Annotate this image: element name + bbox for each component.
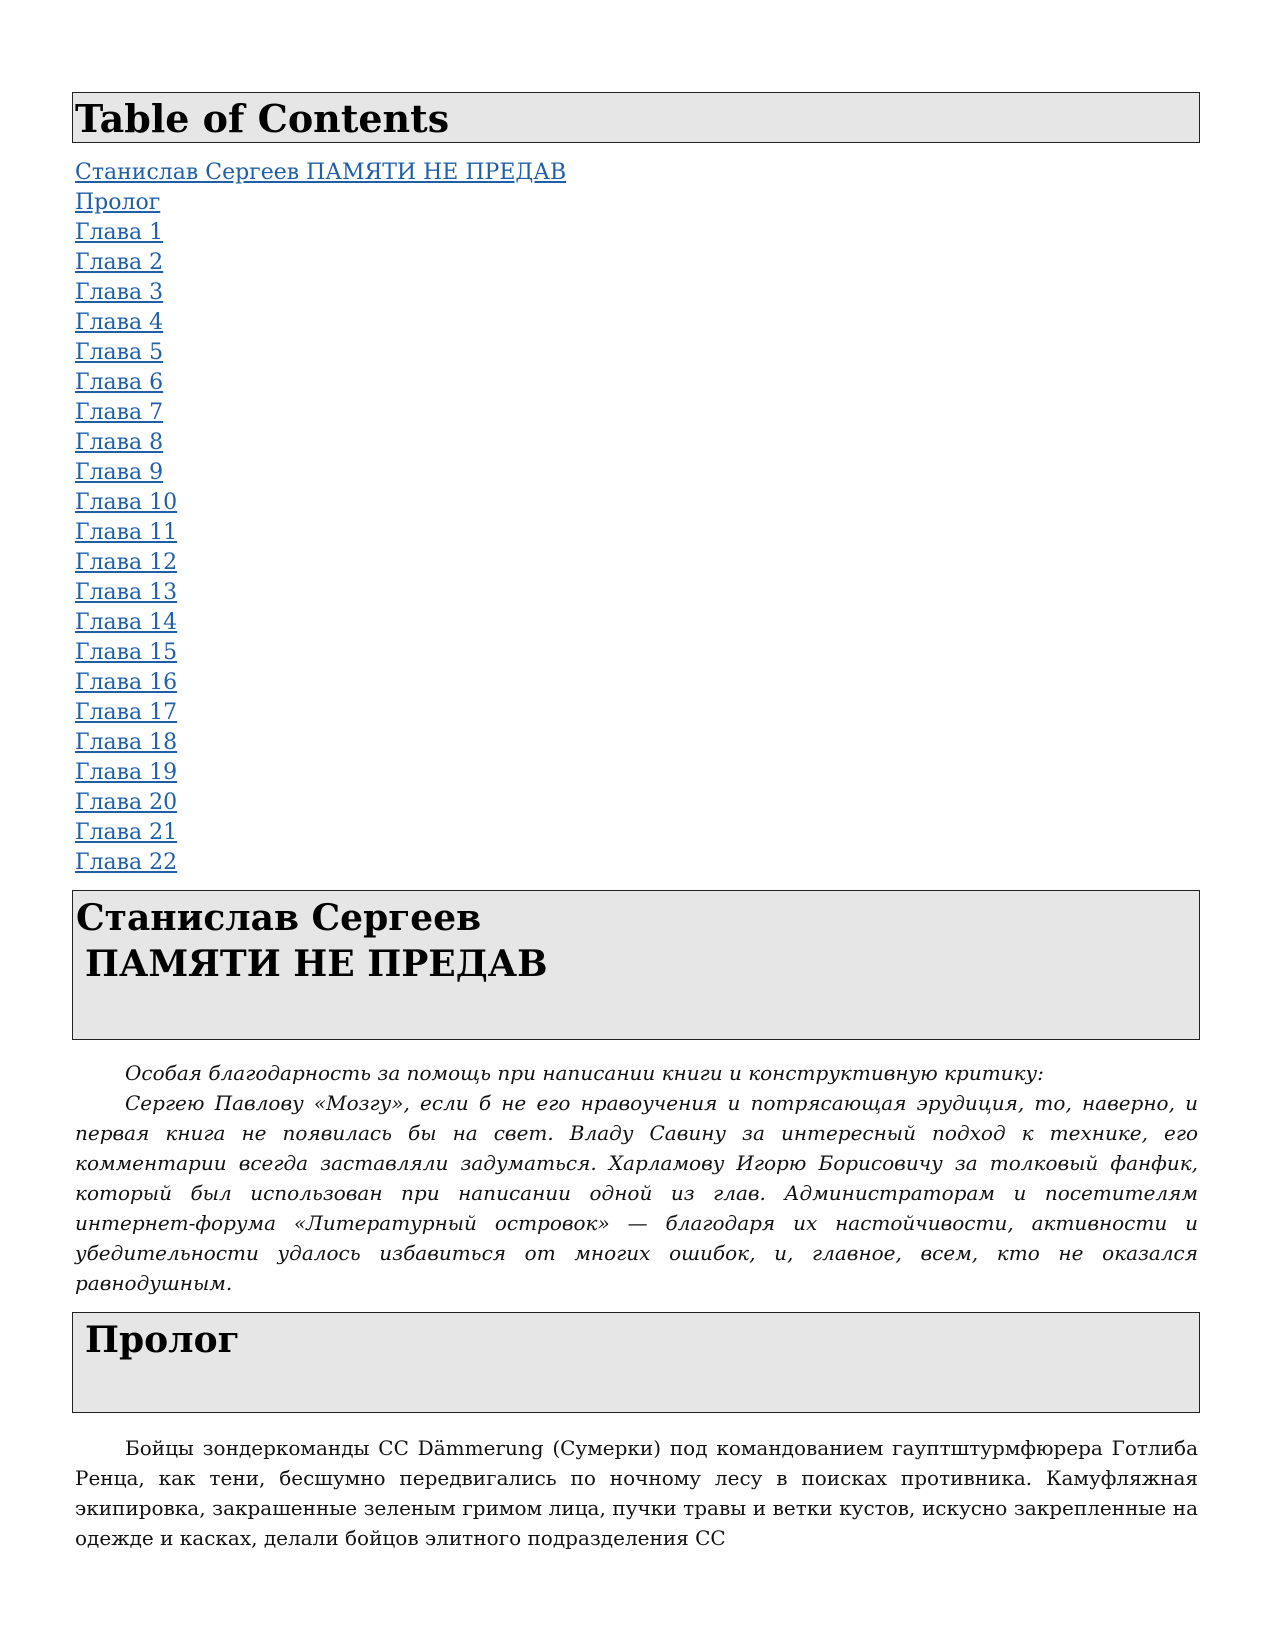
toc-link-chapter-16[interactable]: Глава 16 — [75, 670, 178, 695]
toc-link-chapter-8[interactable]: Глава 8 — [75, 430, 164, 455]
toc-link-chapter-4[interactable]: Глава 4 — [75, 310, 164, 335]
toc-item — [72, 488, 1200, 518]
book-title: ПАМЯТИ НЕ ПРЕДАВ — [85, 943, 548, 985]
toc-link-chapter-2[interactable]: Глава 2 — [75, 250, 164, 275]
toc-link-chapter-5[interactable]: Глава 5 — [75, 340, 164, 365]
toc-link-chapter-15[interactable]: Глава 15 — [75, 640, 178, 665]
toc-link-chapter-6[interactable]: Глава 6 — [75, 370, 164, 395]
toc-link-chapter-14[interactable]: Глава 14 — [75, 610, 178, 635]
toc-item — [72, 758, 1200, 788]
prolog-paragraph: Бойцы зондеркоманды СС Dämmerung (Сумерки) под командованием гауптштурмфюрера Готлиба Ренца, как тени, бесшумно передвигались по ночному лесу в поисках противника. Камуфляжная экипировка, закрашенные зеленым гримом лица, пучки травы и ветки кустов, искусно закрепленные на одежде и касках, делали бойцов элитного подразделения СС — [75, 1436, 1198, 1550]
book-title-heading — [72, 890, 1200, 1040]
toc-item — [72, 638, 1200, 668]
toc-item — [72, 698, 1200, 728]
toc-item — [72, 368, 1200, 398]
toc-item — [72, 398, 1200, 428]
toc-link-prolog[interactable]: Пролог — [75, 190, 161, 215]
toc-item — [72, 548, 1200, 578]
toc-link-chapter-11[interactable]: Глава 11 — [75, 520, 178, 545]
toc-item — [72, 158, 1200, 188]
toc-item — [72, 278, 1200, 308]
toc-item — [72, 578, 1200, 608]
toc-item — [72, 218, 1200, 248]
toc-link-chapter-12[interactable]: Глава 12 — [75, 550, 178, 575]
toc-item — [72, 848, 1200, 878]
toc-item — [72, 668, 1200, 698]
toc-link-chapter-3[interactable]: Глава 3 — [75, 280, 164, 305]
document-page — [72, 92, 1200, 1553]
toc-link-chapter-20[interactable]: Глава 20 — [75, 790, 178, 815]
toc-item — [72, 518, 1200, 548]
toc-item — [72, 458, 1200, 488]
toc-link-chapter-18[interactable]: Глава 18 — [75, 730, 178, 755]
toc-title: Table of Contents — [75, 96, 450, 141]
dedication-section — [72, 1058, 1200, 1298]
toc-item — [72, 338, 1200, 368]
prolog-body — [72, 1433, 1200, 1553]
toc-item — [72, 308, 1200, 338]
toc-link-chapter-22[interactable]: Глава 22 — [75, 850, 178, 875]
book-author: Станислав Сергеев — [76, 897, 482, 939]
toc-link-chapter-21[interactable]: Глава 21 — [75, 820, 178, 845]
toc-item — [72, 248, 1200, 278]
toc-item — [72, 788, 1200, 818]
toc-link-book-title[interactable]: Станислав Сергеев ПАМЯТИ НЕ ПРЕДАВ — [75, 160, 567, 185]
dedication-paragraph: Сергею Павлову «Мозгу», если б не его нравоучения и потрясающая эрудиция, то, наверно, и первая книга не появилась бы на свет. Владу Савину за интересный подход к технике, его комментарии всегда заставляли задуматься. Харламову Игорю Борисовичу за толковый фанфик, который был использован при написании одной из глав. Администраторам и посетителям интернет-форума «Литературный островок» — благодаря их настойчивости, активности и убедительности удалось избавиться от многих ошибок, и, главное, всем, кто не оказался равнодушным. — [75, 1091, 1198, 1295]
toc-item — [72, 188, 1200, 218]
toc-link-chapter-9[interactable]: Глава 9 — [75, 460, 164, 485]
dedication-intro: Особая благодарность за помощь при написании книги и конструктивную критику: — [125, 1061, 1044, 1085]
toc-item — [72, 608, 1200, 638]
toc-list — [72, 158, 1200, 878]
prolog-title: Пролог — [85, 1319, 240, 1361]
toc-link-chapter-7[interactable]: Глава 7 — [75, 400, 164, 425]
toc-item — [72, 818, 1200, 848]
toc-item — [72, 428, 1200, 458]
prolog-heading — [72, 1312, 1200, 1413]
toc-link-chapter-10[interactable]: Глава 10 — [75, 490, 178, 515]
toc-link-chapter-1[interactable]: Глава 1 — [75, 220, 164, 245]
toc-item — [72, 728, 1200, 758]
toc-link-chapter-13[interactable]: Глава 13 — [75, 580, 178, 605]
toc-link-chapter-19[interactable]: Глава 19 — [75, 760, 178, 785]
toc-link-chapter-17[interactable]: Глава 17 — [75, 700, 178, 725]
toc-heading — [72, 92, 1200, 143]
